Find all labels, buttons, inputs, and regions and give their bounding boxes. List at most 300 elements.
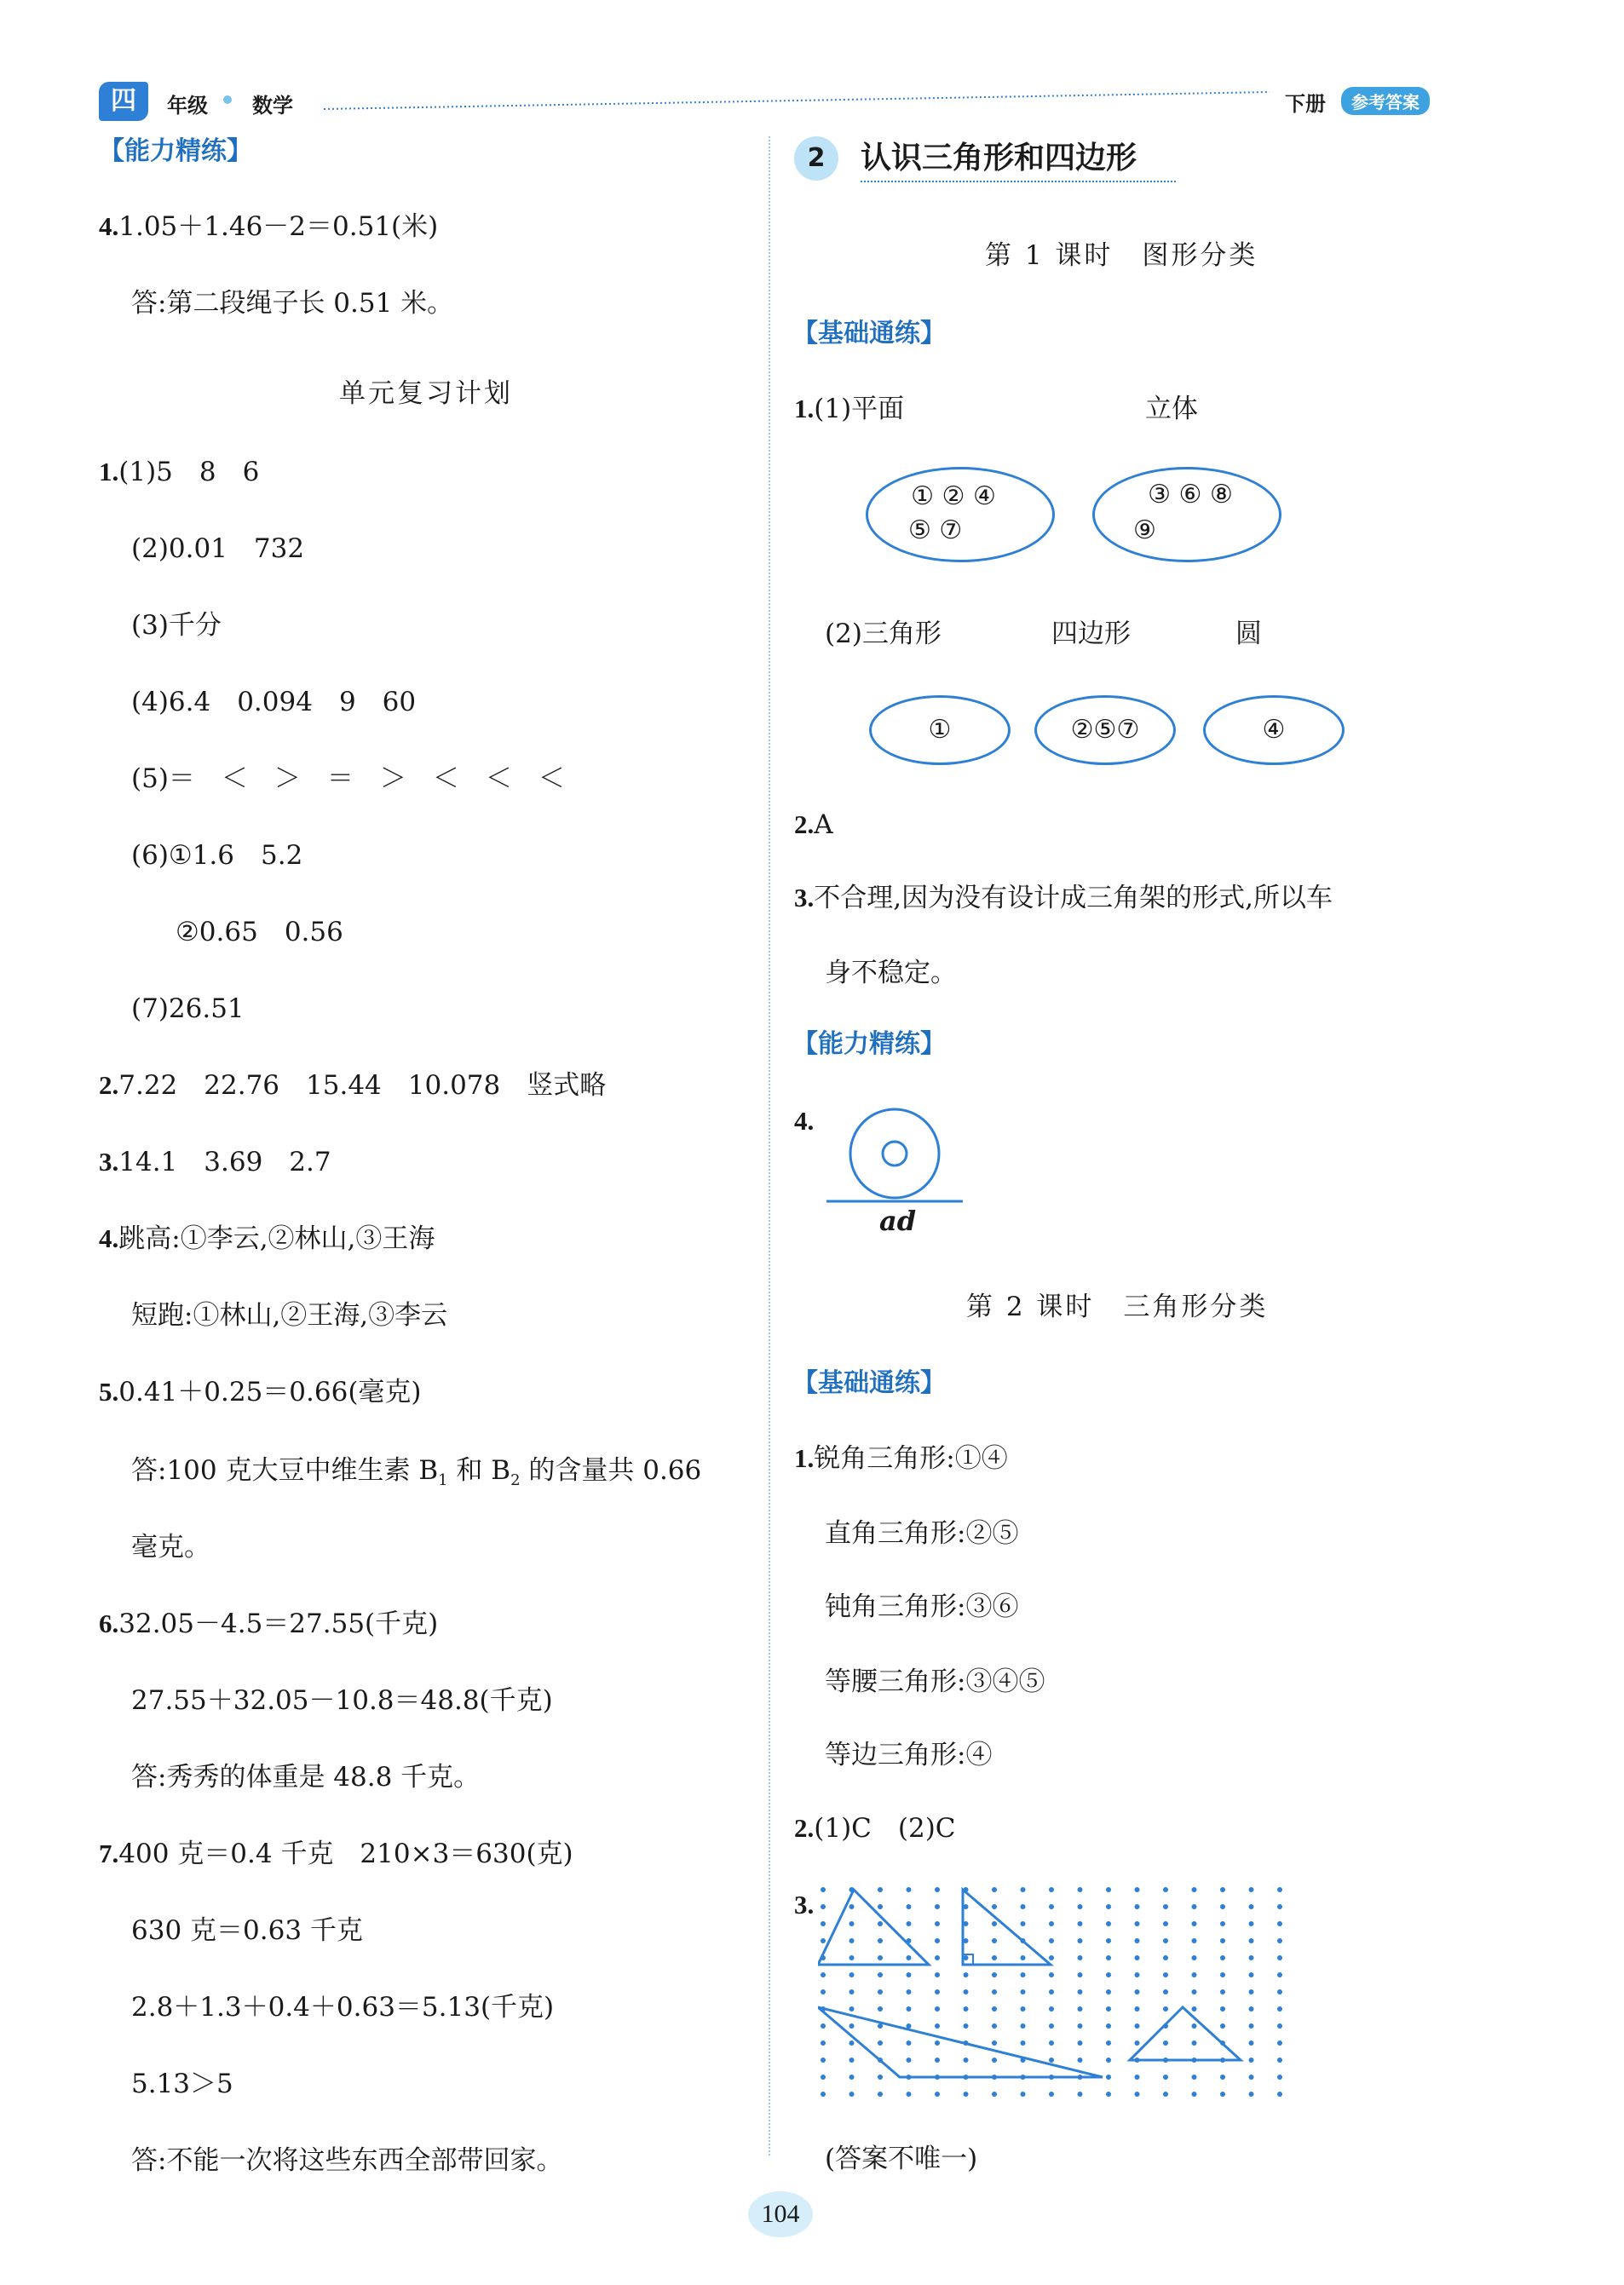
r1-1: (1)5 8 6 (118, 457, 260, 487)
grid-dot (1277, 2023, 1282, 2029)
grid-dot (907, 2040, 912, 2046)
r1-6: (6)①1.6 5.2 (131, 840, 303, 871)
grid-dot (964, 2023, 969, 2029)
q4-line1 (99, 210, 438, 244)
grid-dot (849, 1989, 855, 1994)
grid-dot (992, 2058, 997, 2063)
r1-6b: ②0.65 0.56 (176, 917, 343, 947)
q4-num-text: 4. (794, 1106, 815, 1136)
grid-dot (1192, 2023, 1197, 2029)
grid-dot (1163, 1972, 1168, 1977)
header-line (324, 89, 1278, 114)
r3-num: 3. (99, 1147, 119, 1177)
grid-dot (1135, 1904, 1140, 1909)
r3-text: 14.1 3.69 2.7 (118, 1147, 331, 1177)
grid-dot (1106, 2075, 1111, 2080)
grid-dot (1106, 1921, 1111, 1926)
grid-dot (821, 1921, 826, 1926)
grid-dot (1078, 1972, 1083, 1977)
section-ability-right: 【能力精练】 (792, 1029, 946, 1059)
grid-dot (1106, 1887, 1111, 1892)
grid-dot (935, 1921, 940, 1926)
t1-5: 等边三角形:④ (825, 1740, 993, 1770)
r7-3: 2.8＋1.3＋0.4＋0.63＝5.13(千克) (131, 1992, 555, 2023)
grid-dot (1249, 1955, 1254, 1960)
grid-dot (849, 1955, 855, 1960)
grid-dot (878, 1921, 883, 1926)
grid-dot (1021, 2006, 1026, 2012)
chapter-title: 认识三角形和四边形 (861, 141, 1137, 176)
review-title: 单元复习计划 (339, 378, 513, 409)
triangle-obtuse-2 (818, 2007, 1103, 2077)
grid-dot (1220, 2092, 1225, 2097)
r4-2: 短跑:①林山,②王海,③李云 (131, 1300, 448, 1331)
grid-dot (878, 2006, 883, 2012)
grid-dot (1049, 2092, 1054, 2097)
grid-dot (1277, 2058, 1282, 2063)
grid-dot (992, 1989, 997, 1994)
q1-circle: 圆 (1235, 619, 1262, 649)
grid-dot (1220, 2075, 1225, 2080)
oval-plane-line1: ① ② ④ (911, 481, 996, 511)
grid-dot (1277, 1938, 1282, 1943)
grid-dot (1249, 1904, 1254, 1909)
q3-num: 3. (794, 883, 815, 912)
grid-dot (992, 2092, 997, 2097)
r6-num: 6. (99, 1609, 119, 1638)
r5-line1 (99, 1375, 422, 1409)
r2-num: 2. (99, 1070, 119, 1100)
grid-dot (821, 1938, 826, 1943)
t3-num: 3. (794, 1890, 815, 1920)
section-basic-1: 【基础通练】 (792, 319, 946, 348)
grid-dot (1220, 1972, 1225, 1977)
grid-dot (1135, 1921, 1140, 1926)
grid-dot (1106, 1989, 1111, 1994)
r1-3: (3)千分 (131, 610, 222, 641)
grid-dot (907, 1972, 912, 1977)
grid-dot (935, 2092, 940, 2097)
section-basic-2: 【基础通练】 (792, 1368, 946, 1398)
q4-num: 4. (99, 211, 119, 241)
grade-label: 年级 (167, 94, 208, 118)
lesson1-title: 第 1 课时 图形分类 (985, 240, 1258, 271)
t1-4: 等腰三角形:③④⑤ (825, 1666, 1045, 1697)
t1-line1 (794, 1442, 1008, 1476)
grid-dot (907, 2092, 912, 2097)
q1-line (794, 392, 904, 426)
grid-dot (878, 1989, 883, 1994)
grid-dot (1163, 2092, 1168, 2097)
grid-dot (849, 2006, 855, 2012)
grid-dot (1106, 2092, 1111, 2097)
grid-dot (1135, 2075, 1140, 2080)
grid-dot (1220, 1938, 1225, 1943)
r7-4: 5.13＞5 (131, 2069, 233, 2099)
grid-dot (1192, 1921, 1197, 1926)
r1-5: (5)＝ ＜ ＞ ＝ ＞ ＜ ＜ ＜ (131, 763, 565, 794)
grid-dot (878, 1887, 883, 1892)
grid-dot (1049, 1921, 1054, 1926)
grid-dot (935, 1955, 940, 1960)
grid-dot (1106, 2040, 1111, 2046)
grid-dot (992, 1921, 997, 1926)
t1-num: 1. (794, 1443, 815, 1473)
grid-dot (1021, 2040, 1026, 2046)
grid-dot (1078, 2040, 1083, 2046)
grid-dot (1249, 2092, 1254, 2097)
lesson2-title: 第 2 课时 三角形分类 (966, 1292, 1269, 1322)
grid-dot (992, 2040, 997, 2046)
r5-2-pre: 答:100 克大豆中维生素 B (131, 1455, 439, 1486)
grid-dot (1135, 1955, 1140, 1960)
r7-1: 400 克＝0.4 千克 210×3＝630(克) (118, 1839, 573, 1869)
grid-dot (1277, 2006, 1282, 2012)
grid-dot (1163, 2006, 1168, 2012)
r4-num: 4. (99, 1223, 119, 1253)
grid-dot (1078, 1904, 1083, 1909)
r5-num: 5. (99, 1377, 119, 1407)
grid-dot (935, 2040, 940, 2046)
r1-line1 (99, 455, 259, 489)
grid-dot (821, 1972, 826, 1977)
grid-dot (1163, 1938, 1168, 1943)
grid-dot (1220, 1887, 1225, 1892)
grid-dot (1192, 2075, 1197, 2080)
grid-dot (907, 1989, 912, 1994)
answers-badge: 参考答案 (1341, 87, 1430, 115)
grid-dot (1135, 1938, 1140, 1943)
q3-1: 不合理,因为没有设计成三角架的形式,所以车 (814, 883, 1333, 913)
grid-dot (821, 2058, 826, 2063)
grid-dot (878, 2075, 883, 2080)
grid-dot (878, 2040, 883, 2046)
grid-dot (907, 1921, 912, 1926)
grid-dot (907, 1887, 912, 1892)
grid-dot (1163, 1921, 1168, 1926)
grid-dot (1220, 1989, 1225, 1994)
grid-dot (1249, 2058, 1254, 2063)
q4-text: 1.05＋1.46－2＝0.51(米) (118, 211, 439, 242)
grid-dot (1078, 1921, 1083, 1926)
q2-text: A (814, 809, 833, 840)
grid-dot (1135, 1989, 1140, 1994)
r2-text: 7.22 22.76 15.44 10.078 竖式略 (118, 1070, 607, 1101)
grid-dot (1277, 1989, 1282, 1994)
grid-dot (1192, 2006, 1197, 2012)
q3-line1 (794, 881, 1333, 915)
grid-dot (1021, 2023, 1026, 2029)
grid-dot (1106, 1955, 1111, 1960)
grid-dot (821, 1904, 826, 1909)
r1-7: (7)26.51 (131, 993, 245, 1024)
grid-dot (1249, 2006, 1254, 2012)
volume-label: 下册 (1285, 92, 1326, 116)
grid-dot (1135, 1887, 1140, 1892)
grid-dot (1049, 2058, 1054, 2063)
grid-dot (1106, 1904, 1111, 1909)
t1-2: 直角三角形:②⑤ (825, 1518, 1019, 1549)
r3-line (99, 1145, 331, 1179)
grid-dot (1078, 1955, 1083, 1960)
grid-dot (849, 1972, 855, 1977)
grid-dot (992, 1887, 997, 1892)
grid-dot (849, 2058, 855, 2063)
oval-triangle-text: ① (928, 715, 952, 745)
grid-dot (1249, 1887, 1254, 1892)
chapter-underline (861, 181, 1176, 182)
grid-dot (1021, 1921, 1026, 1926)
r7-2: 630 克＝0.63 千克 (131, 1915, 363, 1946)
dot-grid-figure (818, 1879, 1312, 2101)
r5-1: 0.41＋0.25＝0.66(毫克) (118, 1377, 422, 1407)
r2-line (99, 1068, 606, 1102)
r7-line1 (99, 1837, 573, 1871)
grid-dot (1249, 1972, 1254, 1977)
grid-dot (1078, 1989, 1083, 1994)
grid-dot (849, 2075, 855, 2080)
r5-line2 (131, 1453, 701, 1498)
q2-line (794, 808, 833, 842)
grid-dot (935, 2023, 940, 2029)
grid-dot (1049, 1904, 1054, 1909)
grid-dot (1249, 2023, 1254, 2029)
grid-dot (1163, 1955, 1168, 1960)
grid-dot (907, 1955, 912, 1960)
grid-dot (1192, 2092, 1197, 2097)
grid-dot (935, 1887, 940, 1892)
q4-answer: 答:第二段绳子长 0.51 米。 (131, 288, 454, 319)
grid-dot (935, 1904, 940, 1909)
grid-dot (1021, 2092, 1026, 2097)
r7-5: 答:不能一次将这些东西全部带回家。 (131, 2145, 563, 2176)
t2-text: (1)C (2)C (814, 1813, 956, 1844)
inner-circle (883, 1142, 907, 1166)
grid-dot (1078, 1887, 1083, 1892)
r6-2: 27.55＋32.05－10.8＝48.8(千克) (131, 1685, 553, 1716)
grid-dot (1249, 1921, 1254, 1926)
grid-dot (1192, 1938, 1197, 1943)
grid-dot (1277, 2092, 1282, 2097)
q1-plane: (1)平面 (814, 394, 905, 424)
grid-dot (1220, 1921, 1225, 1926)
grid-dot (964, 2006, 969, 2012)
grid-dot (1277, 1921, 1282, 1926)
q2-num: 2. (794, 809, 815, 839)
grid-dot (992, 1955, 997, 1960)
grid-dot (1021, 1904, 1026, 1909)
grid-dot (964, 1989, 969, 1994)
t2-num: 2. (794, 1813, 815, 1843)
grid-dot (849, 1938, 855, 1943)
grid-dot (992, 1904, 997, 1909)
grid-dot (1135, 2040, 1140, 2046)
grid-dot (907, 2058, 912, 2063)
q1-quad: 四边形 (1051, 619, 1131, 649)
grid-dot (1106, 1972, 1111, 1977)
grid-dot (878, 1938, 883, 1943)
grid-dot (1192, 1972, 1197, 1977)
r5-3: 毫克。 (131, 1532, 210, 1563)
grid-dot (907, 2006, 912, 2012)
grid-dot (992, 1938, 997, 1943)
r4-1: 跳高:①李云,②林山,③王海 (118, 1223, 435, 1254)
grid-dot (1277, 2040, 1282, 2046)
grid-dot (1192, 1989, 1197, 1994)
grid-dot (1277, 1887, 1282, 1892)
q3-2: 身不稳定。 (825, 958, 957, 988)
grid-dot (1021, 1972, 1026, 1977)
subject-label: 数学 (252, 94, 293, 118)
q1-tri: (2)三角形 (825, 619, 942, 649)
grid-dot (1220, 2006, 1225, 2012)
q4-num-right (794, 1104, 814, 1138)
grid-dot (992, 1972, 997, 1977)
triangle-right (963, 1890, 1051, 1965)
grid-dot (1277, 1972, 1282, 1977)
grid-dot (935, 1938, 940, 1943)
grid-dot (1220, 2023, 1225, 2029)
grid-dot (1192, 1955, 1197, 1960)
grid-dot (1078, 2092, 1083, 2097)
r1-2: (2)0.01 732 (131, 533, 305, 564)
r6-line1 (99, 1607, 438, 1641)
t3-num-line (794, 1888, 814, 1922)
grid-dot (1163, 1887, 1168, 1892)
grid-dot (992, 2023, 997, 2029)
grid-dot (935, 2058, 940, 2063)
answer-note: (答案不唯一) (825, 2144, 978, 2174)
grid-dot (878, 1904, 883, 1909)
grid-dot (1163, 1904, 1168, 1909)
grid-dot (1220, 1904, 1225, 1909)
grid-dot (1078, 1938, 1083, 1943)
grid-dot (964, 1972, 969, 1977)
oval-solid-line2: ⑨ (1133, 515, 1156, 545)
r6-1: 32.05－4.5＝27.55(千克) (118, 1609, 439, 1639)
chapter-number: 2 (794, 136, 838, 181)
grid-dot (1135, 2092, 1140, 2097)
grid-dot (1192, 1904, 1197, 1909)
q4-figure (826, 1102, 971, 1213)
triangle-obtuse-1 (818, 1890, 929, 1965)
grid-dot (1078, 2023, 1083, 2029)
grid-dot (907, 1904, 912, 1909)
grid-dot (1249, 1989, 1254, 1994)
triangle-acute (1130, 2007, 1241, 2060)
r5-2-sub2: 2 (510, 1471, 521, 1490)
grid-dot (1135, 2006, 1140, 2012)
t2-line (794, 1811, 956, 1845)
q1-num: 1. (794, 394, 815, 423)
page-number: 104 (748, 2191, 813, 2237)
oval-plane-line2: ⑤ ⑦ (908, 515, 963, 545)
oval-solid-line1: ③ ⑥ ⑧ (1148, 480, 1233, 509)
grid-dot (1078, 2006, 1083, 2012)
grid-dot (1049, 2006, 1054, 2012)
grid-dot (1049, 1887, 1054, 1892)
grid-dot (821, 2092, 826, 2097)
grid-dot (849, 1921, 855, 1926)
grid-dot (849, 2092, 855, 2097)
grid-dot (935, 2006, 940, 2012)
grid-dot (1049, 1938, 1054, 1943)
grid-dot (1106, 2006, 1111, 2012)
r5-2-sub1: 1 (438, 1471, 448, 1490)
grid-dot (1163, 2075, 1168, 2080)
grid-dot (1049, 1972, 1054, 1977)
grid-dot (1106, 2058, 1111, 2063)
grid-dot (878, 1955, 883, 1960)
outer-circle (850, 1109, 939, 1198)
grid-dot (1249, 2075, 1254, 2080)
t1-3: 钝角三角形:③⑥ (825, 1591, 1019, 1622)
grid-dot (1049, 1989, 1054, 1994)
r5-2-mid: 和 B (447, 1455, 511, 1486)
grid-dot (878, 1972, 883, 1977)
grid-dot (1049, 2023, 1054, 2029)
grid-dot (1106, 2023, 1111, 2029)
grid-dot (1249, 1938, 1254, 1943)
grid-dot (1277, 1904, 1282, 1909)
grade-badge: 四 (99, 82, 148, 121)
grid-dot (1106, 1938, 1111, 1943)
oval-circle-text: ④ (1262, 715, 1286, 745)
r1-4: (4)6.4 0.094 9 60 (131, 687, 417, 717)
grid-dot (1249, 2040, 1254, 2046)
grid-dot (964, 2058, 969, 2063)
grid-dot (1049, 1955, 1054, 1960)
r6-3: 答:秀秀的体重是 48.8 千克。 (131, 1762, 481, 1793)
grid-dot (992, 2006, 997, 2012)
r5-2-post: 的含量共 0.66 (520, 1455, 702, 1486)
grid-dot (1078, 2058, 1083, 2063)
grid-dot (821, 2075, 826, 2080)
grid-dot (1021, 1989, 1026, 1994)
q1-solid: 立体 (1145, 394, 1198, 424)
grid-dot (935, 1972, 940, 1977)
grid-dot (1277, 2075, 1282, 2080)
q4-label: ad (879, 1205, 917, 1237)
grid-dot (1021, 1955, 1026, 1960)
grid-dot (1021, 1887, 1026, 1892)
grid-dot (821, 1887, 826, 1892)
r7-num: 7. (99, 1839, 119, 1868)
grid-dot (821, 2040, 826, 2046)
header-dot (223, 95, 232, 104)
grid-dot (1135, 2023, 1140, 2029)
column-divider (769, 136, 770, 2155)
grid-dot (1049, 2040, 1054, 2046)
grid-dot (1277, 1955, 1282, 1960)
grid-dot (1135, 1972, 1140, 1977)
grid-dot (849, 1904, 855, 1909)
t1-1: 锐角三角形:①④ (814, 1443, 1008, 1474)
grid-dot (1220, 1955, 1225, 1960)
r1-num: 1. (99, 457, 119, 486)
grid-dot (878, 2092, 883, 2097)
grid-dot (1163, 2040, 1168, 2046)
oval-quad-text: ②⑤⑦ (1070, 715, 1140, 745)
grid-dot (849, 2040, 855, 2046)
section-ability-left: 【能力精练】 (99, 136, 252, 166)
grid-dot (821, 1989, 826, 1994)
grid-dot (1192, 2040, 1197, 2046)
grid-dot (935, 1989, 940, 1994)
grid-dot (1163, 1989, 1168, 1994)
r4-line1 (99, 1222, 435, 1256)
grid-dot (964, 2092, 969, 2097)
